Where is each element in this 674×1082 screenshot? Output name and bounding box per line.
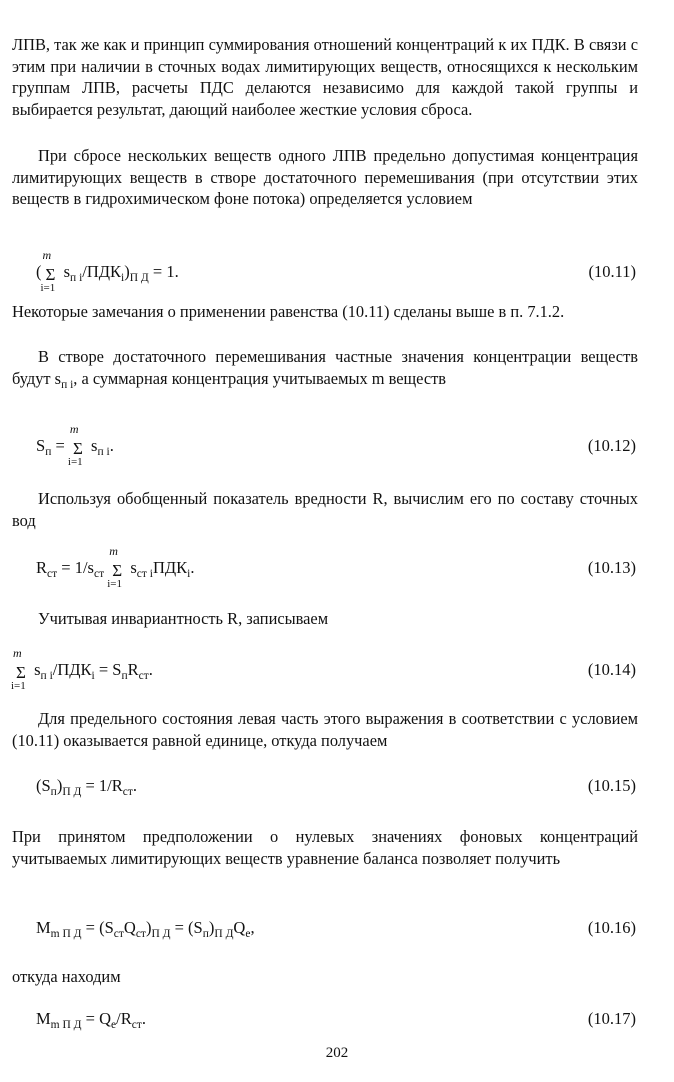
paragraph-4-text-b: , а суммарная концентрация учитываемых m веществ — [73, 368, 446, 388]
paragraph-4-subscript: п i — [61, 378, 74, 391]
equation-10-16-number: (10.16) — [587, 918, 636, 937]
paragraph-9: откуда находим — [12, 967, 121, 986]
equation-10-13-number: (10.13) — [587, 558, 636, 577]
equation-10-11 — [36, 248, 636, 292]
paragraph-4 — [12, 346, 638, 396]
equation-10-14-formula: m Σ i=1 $s_{п i}/ПДК_i = S_пR_{ст}$. — [11, 646, 153, 692]
paragraph-7: Для предельного состояния левая часть этого выражения в соответствии с условием (10.11) оказывается равной единице, откуда получаем — [12, 709, 638, 750]
equation-10-15-number: (10.15) — [587, 776, 636, 795]
paragraph-2: При сбросе нескольких веществ одного ЛПВ предельно допустимая концентрация лимитирующих веществ в створе достаточного перемешивания (при отсутствии этих веществ в гидрохимическом фоне потока) определяется условием — [12, 146, 638, 208]
paragraph-8: При принятом предположении о нулевых значениях фоновых концентраций учитываемых лимитирующих веществ уравнение баланса позволяет получить — [12, 827, 638, 868]
equation-10-12-formula: $S_п$ = m Σ i=1 $s_{п i}$. — [36, 422, 114, 468]
paragraph-1: ЛПВ, так же как и принцип суммирования отношений концентраций к их ПДК. В связи с этим при наличии в сточных водах лимитирующих веществ, относящихся к нескольким группам ЛПВ, расчеты ПДС делаются независимо для каждой такой группы и выбирается результат, дающий наиболее жесткие условия сброса. — [12, 35, 638, 119]
equation-10-17 — [36, 995, 636, 1039]
paragraph-5: Используя обобщенный показатель вредности R, вычислим его по составу сточных вод — [12, 489, 638, 530]
equation-10-17-number: (10.17) — [587, 1009, 636, 1028]
equation-10-14-number: (10.14) — [587, 660, 636, 679]
equation-10-12-number: (10.12) — [587, 436, 636, 455]
equation-10-14 — [12, 646, 636, 690]
equation-10-15 — [36, 762, 636, 806]
equation-10-15-formula: $(S_п)_{П Д} = 1/R_{ст}$. — [36, 776, 138, 798]
paragraph-3: Некоторые замечания о применении равенства (10.11) сделаны выше в п. 7.1.2. — [12, 302, 565, 321]
paragraph-4-text-a: В створе достаточного перемешивания частные значения концентрации веществ будут s — [12, 347, 638, 388]
equation-10-17-formula: $M_{m П Д} = Q_e/R_{ст}$. — [36, 1009, 146, 1031]
equation-10-11-number: (10.11) — [588, 262, 636, 281]
equation-10-13 — [36, 544, 636, 588]
equation-10-16 — [36, 904, 636, 948]
equation-10-13-formula: $R_{ст} = 1/s_{ст}$ m Σ i=1 $s_{ст i}ПДК_i$. — [36, 544, 195, 590]
equation-10-16-formula: $M_{m П Д} = (S_{ст}Q_{ст})_{П Д} = (S_п)_{П Д}Q_e$, — [36, 918, 255, 940]
equation-10-11-formula: ( m Σ i=1 $s_{п i}/ПДК_i)_{П Д} = 1$. — [36, 248, 179, 294]
equation-10-12 — [36, 422, 636, 466]
page-number: 202 — [325, 1045, 349, 1061]
paragraph-6: Учитывая инвариантность R, записываем — [38, 609, 329, 628]
